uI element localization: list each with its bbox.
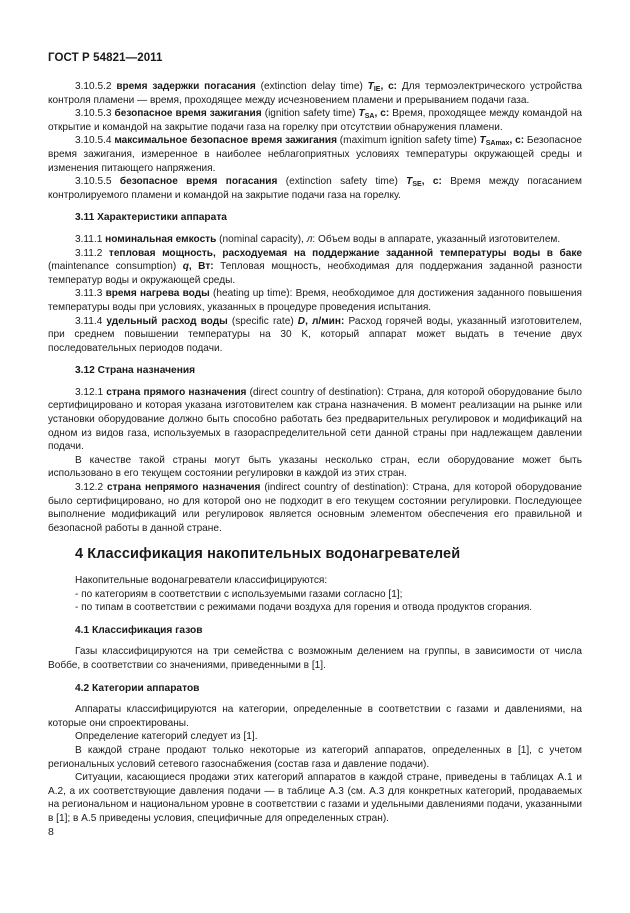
term-english: (extinction delay time) xyxy=(260,81,363,92)
section-heading-4-1: 4.1 Классификация газов xyxy=(75,624,203,636)
unit: : xyxy=(312,233,316,245)
definition-3-11-1 xyxy=(48,233,582,247)
term: максимальное безопасное время зажигания xyxy=(114,135,337,147)
definition-3-10-5-2 xyxy=(48,80,582,107)
unit: , с: xyxy=(380,81,398,92)
definition-text: Объем воды в аппарате, указанный изготовителем. xyxy=(318,233,561,245)
clause-number: 3.10.5.4 xyxy=(75,135,112,147)
section-heading-3-12: 3.12 Страна назначения xyxy=(75,365,196,377)
definition-3-11-2 xyxy=(48,247,582,288)
term-english: (extinction safety time) xyxy=(285,176,398,188)
definition-text: Время между погасанием контролируемого пламени и командой на закрытие подачи газа на горелку. xyxy=(48,176,582,201)
definition-text: Безопасное время зажигания, измеренное в наиболее неблагоприятных условиях температуры окружающей среды и изменения питающего напряжения. xyxy=(48,135,582,174)
definition-3-10-5-5 xyxy=(48,175,582,202)
paragraph: Ситуации, касающиеся продажи этих категорий аппаратов в каждой стране, приведены в таблицах А.1 и А.2, а их соответствующие давления подачи — в таблице А.3 (см. А.3 для конкретных категорий, продаваемых на региональном и национальном уровне в соответствии с газами и удельными давлениями подачи, указанными в [1]; в А.5 приведены условия, специфичные для определенных стран). xyxy=(48,772,582,824)
symbol-subscript: SE xyxy=(412,181,422,189)
clause-number: 3.11.3 xyxy=(75,288,103,300)
term-english: (heating up time): xyxy=(212,288,293,300)
clause-number: 3.12.1 xyxy=(75,386,104,398)
page-number: 8 xyxy=(48,826,54,838)
paragraph: Аппараты классифицируются на категории, определенные в соответствии с газами и давлениями, на которые они спроектированы. xyxy=(48,704,582,729)
definition-text: Время, проходящее между командой на открытие и командой на закрытие подачи газа на горелку при отсутствии обнаружения пламени. xyxy=(48,108,583,133)
paragraph: В каждой стране продают только некоторые из категорий аппаратов, определенных в [1], с учетом региональных условий сетевого газоснабжения (состав газа и давление подачи). xyxy=(48,744,582,770)
definition-3-11-3 xyxy=(48,287,582,314)
symbol-subscript: SA xyxy=(364,113,375,121)
clause-number: 3.12.2 xyxy=(75,482,104,494)
term: страна прямого назначения xyxy=(106,386,247,398)
term-english: (ignition safety time) xyxy=(264,108,356,120)
paragraph: В качестве такой страны могут быть указаны несколько стран, если оборудование может быть использовано в его текущем состоянии регулировки в каждой из этих стран. xyxy=(48,454,582,480)
page-content xyxy=(48,80,582,826)
clause-number: 3.11.4 xyxy=(75,315,103,327)
clause-number: 3.11.2 xyxy=(75,247,103,259)
term: время задержки погасания xyxy=(116,81,256,92)
paragraph: Газы классифицируются на три семейства с возможным делением на группы, в зависимости от числа Воббе, в соответствии со значениями, приведенными в [1]. xyxy=(48,646,582,671)
definition-text: Тепловая мощность, необходимая для поддержания заданной разности температур воды и окружающей среды. xyxy=(48,261,583,286)
list-item: - по типам в соответствии с режимами подачи воздуха для горения и отвода продуктов сгорания. xyxy=(75,602,533,614)
clause-number: 3.10.5.5 xyxy=(75,176,112,188)
clause-number: 3.10.5.2 xyxy=(75,81,112,92)
term: страна непрямого назначения xyxy=(107,482,261,494)
definition-3-10-5-4 xyxy=(48,134,582,175)
paragraph: Накопительные водонагреватели классифицируются: xyxy=(75,575,328,586)
term: удельный расход воды xyxy=(106,315,228,327)
term: тепловая мощность, расходуемая на поддержание заданной температуры воды в баке xyxy=(108,247,582,259)
unit: , с: xyxy=(509,135,525,147)
term-english: (direct country of destination): xyxy=(249,386,384,398)
section-heading-4: 4 Классификация накопительных водонагревателей xyxy=(75,546,461,563)
term: время нагрева воды xyxy=(105,288,210,300)
definition-text: Расход горячей воды, указанный изготовителем, при среднем повышении температуры на 30 K, который аппарат может выдать в течение двух последовательных периодов подачи. xyxy=(48,315,582,354)
term: безопасное время погасания xyxy=(119,176,278,188)
standard-header: ГОСТ Р 54821—2011 xyxy=(48,52,163,64)
symbol: D xyxy=(297,315,306,327)
symbol: q xyxy=(182,261,189,273)
term-english: (maintenance consumption) xyxy=(48,261,177,273)
definition-3-10-5-3 xyxy=(48,107,582,134)
definition-3-12-2 xyxy=(48,481,582,535)
symbol: T xyxy=(367,81,374,92)
symbol: T xyxy=(479,135,486,147)
definition-text: Для термоэлектрического устройства контроля пламени — время, проходящее между исчезновением пламени и прерыванием подачи газа. xyxy=(48,81,582,106)
definition-3-12-1 xyxy=(48,386,582,454)
term-english: (nominal capacity), xyxy=(219,233,304,245)
unit: , с: xyxy=(374,108,390,120)
unit: , с: xyxy=(421,176,442,188)
term-english: (indirect country of destination): xyxy=(264,482,409,494)
definition-text: Время, необходимое для достижения заданного повышения температуры воды при условиях, указанных в процедуре проведения испытания. xyxy=(48,288,582,313)
section-heading-4-2: 4.2 Категории аппаратов xyxy=(75,682,200,694)
clause-number: 3.10.5.3 xyxy=(75,108,112,120)
term: номинальная емкость xyxy=(105,233,217,245)
definition-text: Страна, для которой оборудование было сертифицировано, но для которой оно не подходит в его текущем состоянии регулировки. Последующее выполнение модификаций или регулировок является основным элементом обеспечения его правильной и безопасной работы в данной стране. xyxy=(48,482,582,534)
definition-text: Страна, для которой оборудование было сертифицировано и которая указана изготовителем как страна назначения. В момент реализации на рынке или установки оборудование должно быть способно работать без предварительных регулировок и модификаций на одном из видов газа, используемых в газораспределительной сети данной страны при надлежащем давлении подачи. xyxy=(48,386,582,453)
symbol: T xyxy=(358,108,365,120)
symbol: T xyxy=(406,176,413,188)
term-english: (specific rate) xyxy=(231,315,294,327)
definition-3-11-4 xyxy=(48,315,582,356)
symbol-subscript: IE xyxy=(373,86,381,93)
list-item: - по категориям в соответствии с используемыми газами согласно [1]; xyxy=(75,588,403,600)
unit: , л/мин: xyxy=(305,315,345,327)
symbol-subscript: SAmax xyxy=(485,140,510,148)
section-heading-3-11: 3.11 Характеристики аппарата xyxy=(75,212,227,224)
term: безопасное время зажигания xyxy=(114,108,262,120)
paragraph: Определение категорий следует из [1]. xyxy=(75,731,258,743)
clause-number: 3.11.1 xyxy=(75,233,103,245)
term-english: (maximum ignition safety time) xyxy=(339,135,477,147)
unit: , Вт: xyxy=(188,261,214,273)
symbol: л xyxy=(306,233,313,245)
